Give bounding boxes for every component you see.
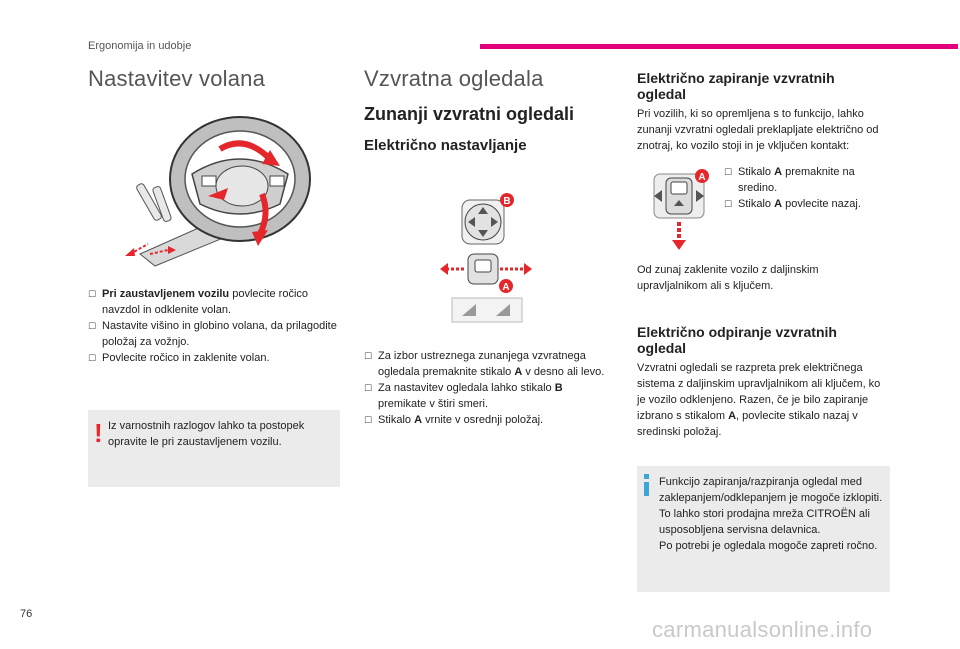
warning-box xyxy=(88,410,340,487)
bullet-marker-icon: ☐ xyxy=(364,415,373,425)
lock-from-outside-text: Od zunaj zaklenite vozilo z daljinskim upravljalnikom ali s ključem. xyxy=(637,264,819,292)
list-item: ☐ Stikalo A vrnite v osrednji položaj. xyxy=(364,414,544,426)
label-a-folding: A xyxy=(698,172,706,183)
label-a: A xyxy=(502,282,510,293)
list-item: ☐ Stikalo A povlecite nazaj. xyxy=(724,198,861,210)
bullet-marker-icon: ☐ xyxy=(364,351,373,361)
page-number: 76 xyxy=(20,608,33,620)
subtitle-exterior-mirrors: Zunanji vzvratni ogledali xyxy=(364,104,575,124)
info-text: Funkcijo zapiranja/razpiranja ogledal med zaklepanjem/odklepanjem je mogoče izklopiti. To lahko stori prodajna mreža CITROËN ali usposobljena servisna delavnica. Po potrebi je ogledala mogoče zapreti ročno. xyxy=(659,476,883,552)
bullet-marker-icon: ☐ xyxy=(364,383,373,393)
label-b: B xyxy=(503,196,511,207)
list-item: ☐ Pri zaustavljenem vozilu povlecite ročico navzdol in odklenite volan. xyxy=(88,288,309,316)
mirror-adjust-instructions xyxy=(364,348,614,428)
page-title-steering: Nastavitev volana xyxy=(88,66,266,91)
steering-wheel-illustration xyxy=(120,104,320,269)
info-box xyxy=(637,466,890,592)
watermark: carmanualsonline.info xyxy=(652,617,873,642)
heading-electric-adjust: Električno nastavljanje xyxy=(364,137,527,154)
folding-instructions xyxy=(724,164,894,212)
mirror-switch-illustration xyxy=(440,190,540,330)
bullet-marker-icon: ☐ xyxy=(88,353,97,363)
page-title-mirrors: Vzvratna ogledala xyxy=(364,66,544,91)
folding-switch-illustration xyxy=(648,166,710,252)
section-header: Ergonomija in udobje xyxy=(88,40,192,52)
warning-text: Iz varnostnih razlogov lahko ta postopek opravite le pri zaustavljenem vozilu. xyxy=(108,420,305,448)
list-item: ☐ Nastavite višino in globino volana, da prilagodite položaj za vožnjo. xyxy=(88,320,337,348)
bullet-marker-icon: ☐ xyxy=(88,289,97,299)
warning-icon: ! xyxy=(94,418,103,448)
unfolding-text: Vzvratni ogledali se razpreta prek električnega sistema z daljinskim upravljalnikom ali ključem, ko je vozilo odklenjeno. Razen, če je bilo zapiranje izbrano s stikalom A, povlecite stikalo nazaj v sredinski položaj. xyxy=(637,362,881,438)
info-icon xyxy=(643,474,650,496)
bullet-marker-icon: ☐ xyxy=(724,199,733,209)
list-item: ☐ Povlecite ročico in zaklenite volan. xyxy=(88,352,270,364)
steering-instructions xyxy=(88,286,343,366)
bullet-marker-icon: ☐ xyxy=(724,167,733,177)
header-accent-bar xyxy=(480,44,958,49)
bullet-marker-icon: ☐ xyxy=(88,321,97,331)
heading-electric-unfolding: Električno odpiranje vzvratnih ogledal xyxy=(637,324,837,356)
list-item: ☐ Za nastavitev ogledala lahko stikalo B premikate v štiri smeri. xyxy=(364,382,563,410)
folding-intro-text: Pri vozilih, ki so opremljena s to funkcijo, lahko zunanji vzvratni ogledali preklapljate električno od znotraj, ko vozilo stoji in je vključen kontakt: xyxy=(637,108,879,152)
list-item: ☐ Za izbor ustreznega zunanjega vzvratnega ogledala premaknite stikalo A v desno ali levo. xyxy=(364,350,605,378)
heading-electric-folding: Električno zapiranje vzvratnih ogledal xyxy=(637,70,835,102)
list-item: ☐ Stikalo A premaknite na sredino. xyxy=(724,166,855,194)
